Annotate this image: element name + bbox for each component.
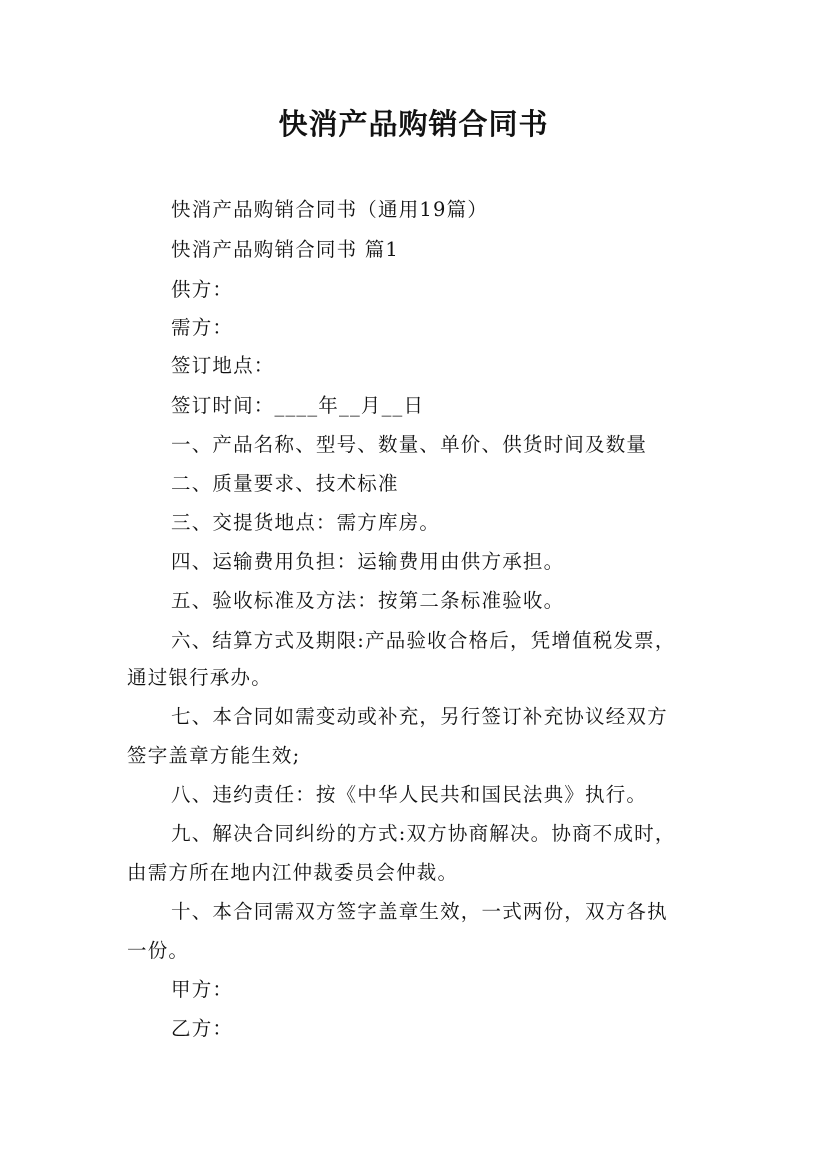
party-a-field: 甲方：: [171, 978, 234, 1001]
signing-date-field: 签订时间：____年__月__日: [171, 394, 425, 417]
clause-7-continuation: 签字盖章方能生效;: [127, 744, 301, 767]
clause-6-continuation: 通过银行承办。: [127, 666, 272, 689]
clause-4: 四、运输费用负担：运输费用由供方承担。: [171, 550, 565, 573]
clause-2: 二、质量要求、技术标准: [171, 472, 399, 495]
clause-5: 五、验收标准及方法：按第二条标准验收。: [171, 589, 565, 612]
document-subtitle: 快消产品购销合同书（通用19篇）: [171, 198, 489, 221]
clause-3: 三、交提货地点：需方库房。: [171, 511, 441, 534]
clause-6: 六、结算方式及期限:产品验收合格后，凭增值税发票，: [171, 629, 676, 652]
buyer-field: 需方：: [171, 316, 234, 339]
document-title: 快消产品购销合同书: [278, 107, 549, 141]
clause-9-continuation: 由需方所在地内江仲裁委员会仲裁。: [127, 861, 459, 884]
section-heading: 快消产品购销合同书 篇1: [171, 238, 400, 261]
clause-10: 十、本合同需双方签字盖章生效，一式两份，双方各执: [171, 900, 668, 923]
clause-9: 九、解决合同纠纷的方式:双方协商解决。协商不成时，: [171, 822, 676, 845]
supplier-field: 供方：: [171, 278, 234, 301]
party-b-field: 乙方：: [171, 1017, 234, 1040]
clause-8: 八、违约责任：按《中华人民共和国民法典》执行。: [171, 783, 648, 806]
signing-place-field: 签订地点：: [171, 354, 275, 377]
clause-7: 七、本合同如需变动或补充，另行签订补充协议经双方: [171, 705, 668, 728]
clause-1: 一、产品名称、型号、数量、单价、供货时间及数量: [171, 433, 648, 456]
clause-10-continuation: 一份。: [127, 939, 190, 962]
